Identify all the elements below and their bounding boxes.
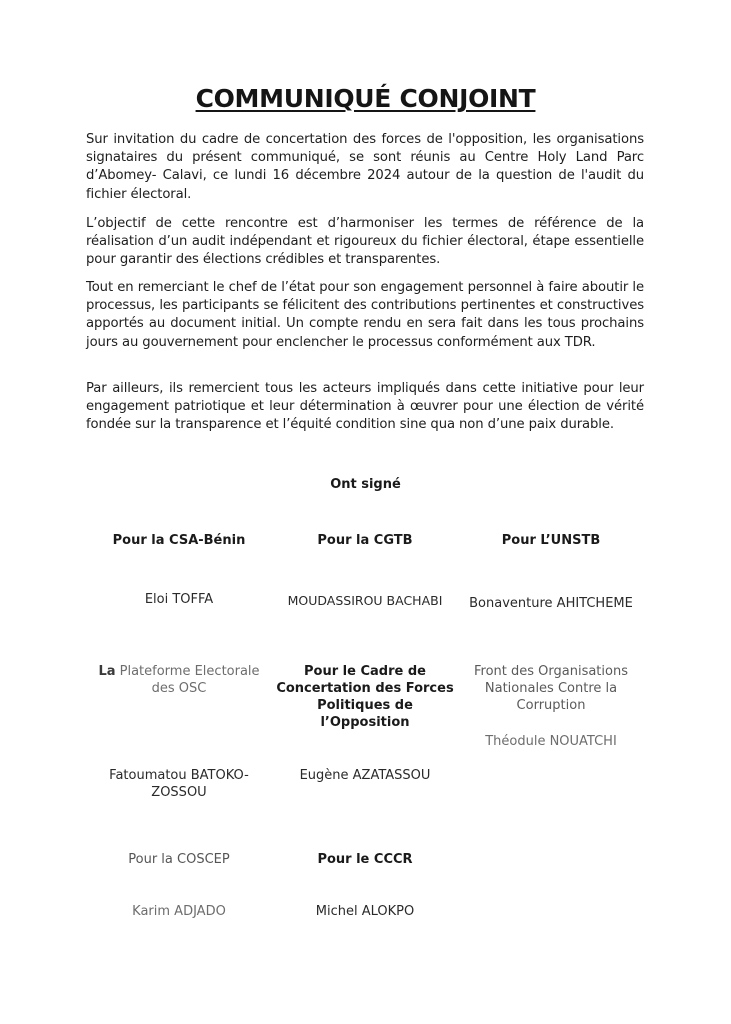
paragraph-invitation: Sur invitation du cadre de concertation des forces de l'opposition, les organisations signataires du présent communiqué, se sont réunis au Centre Holy Land Parc d’Abomey- Calavi, ce lundi 16 décembre 2024 autour de la question de l'audit du fichier électoral. [86, 132, 644, 202]
document-title: COMMUNIQUÉ CONJOINT [195, 84, 536, 113]
signatory-org-csa-benin: Pour la CSA-Bénin [112, 533, 246, 548]
signatory-name-cadre-concertation: Eugène AZATASSOU [299, 768, 431, 783]
signatory-name-plateforme-electorale: Fatoumatou BATOKO-ZOSSOU [109, 768, 249, 800]
org-prefix: La [98, 664, 116, 679]
signatory-name-unstb: Bonaventure AHITCHEME [469, 596, 633, 611]
signatory-name-cccr: Michel ALOKPO [315, 904, 415, 919]
paragraph-thanks-actors: Par ailleurs, ils remercient tous les acteurs impliqués dans cette initiative pour leur engagement patriotique et leur détermination à œuvrer pour une élection de vérité fondée sur la transparence et l’équité condition sine qua non d’une paix durable. [86, 381, 644, 433]
signatory-name-coscep: Karim ADJADO [132, 904, 226, 919]
signatory-org-plateforme-electorale [86, 663, 272, 697]
signatory-org-unstb: Pour L’UNSTB [501, 533, 601, 548]
signatory-org-coscep: Pour la COSCEP [128, 852, 230, 867]
paragraph-thanks-head-of-state: Tout en remerciant le chef de l’état pour son engagement personnel à faire aboutir le processus, les participants se félicitent des contributions pertinentes et constructives apportés au document initial. Un compte rendu en sera fait dans les tous prochains jours au gouvernement pour enclencher le processus conformément aux TDR. [86, 280, 644, 350]
signatory-name-fonac: Théodule NOUATCHI [485, 734, 617, 749]
signed-heading: Ont signé [330, 477, 401, 492]
org-label: Plateforme Electorale des OSC [119, 664, 260, 696]
paragraph-objective: L’objectif de cette rencontre est d’harmoniser les termes de référence de la réalisation d’un audit indépendant et rigoureux du fichier électoral, étape essentielle pour garantir des élections crédibles et transparentes. [86, 216, 644, 268]
signatory-org-cadre-concertation: Pour le Cadre de Concertation des Forces Politiques de l’Opposition [276, 664, 454, 730]
signatory-org-cgtb: Pour la CGTB [317, 533, 413, 548]
signatory-org-cccr: Pour le CCCR [317, 852, 413, 867]
signatory-name-csa-benin: Eloi TOFFA [144, 592, 214, 607]
signatory-name-cgtb: MOUDASSIROU BACHABI [287, 593, 443, 608]
signatory-org-fonac: Front des Organisations Nationales Contre la Corruption [473, 664, 628, 713]
